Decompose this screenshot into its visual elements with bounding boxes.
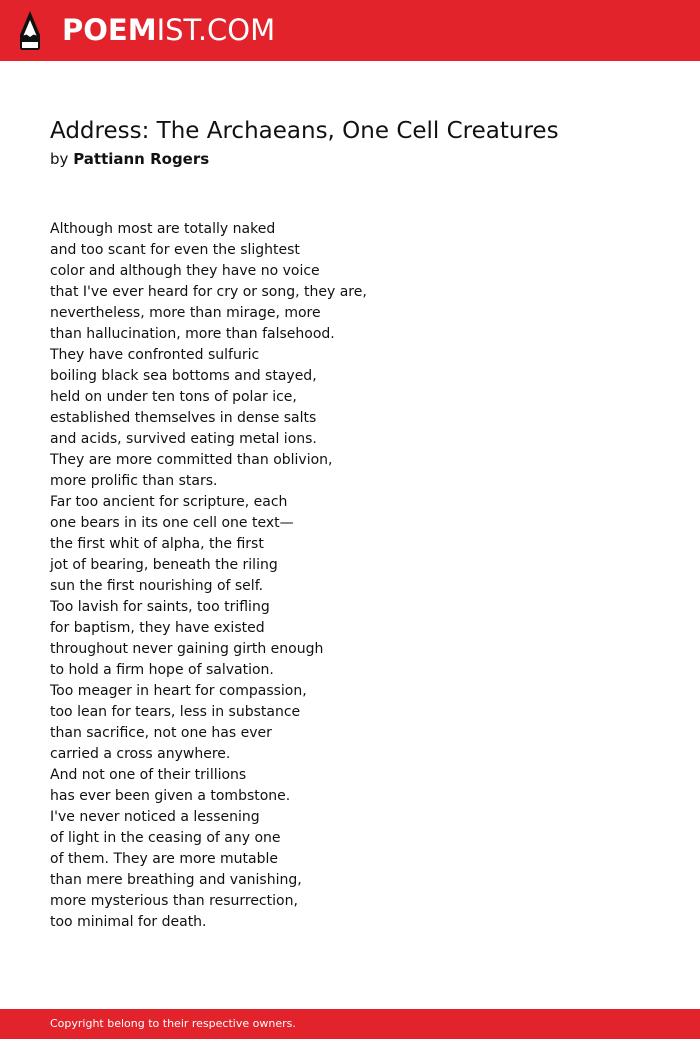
poem-line: to hold a firm hope of salvation. [50,662,274,678]
poem-line: They have confronted sulfuric [50,347,260,363]
poem-line: throughout never gaining girth enough [50,641,324,657]
logo-text-bold: POEM [62,13,157,47]
poem-line: has ever been given a tombstone. [50,788,291,804]
poem-line: more prolific than stars. [50,473,218,489]
site-footer [0,1009,700,1039]
poem-line: boiling black sea bottoms and stayed, [50,368,317,384]
poem-line: the first whit of alpha, the first [50,536,264,552]
poem-line: more mysterious than resurrection, [50,893,298,909]
poem-line: that I've ever heard for cry or song, they are, [50,284,367,300]
poem-line: held on under ten tons of polar ice, [50,389,297,405]
logo-text-light: IST.COM [156,13,276,47]
poem-line: for baptism, they have existed [50,620,265,636]
poem-line: one bears in its one cell one text— [50,515,294,531]
poem-body [50,219,367,933]
poem-line: jot of bearing, beneath the riling [50,557,278,573]
poem-line: Too meager in heart for compassion, [50,683,307,699]
poem-line: They are more committed than oblivion, [50,452,333,468]
poem-line: carried a cross anywhere. [50,746,231,762]
poem-line: too lean for tears, less in substance [50,704,301,720]
poem-line: nevertheless, more than mirage, more [50,305,321,321]
poem-line: established themselves in dense salts [50,410,317,426]
pencil-tip-icon [18,10,42,51]
site-logo[interactable] [62,13,275,47]
poem-line: too minimal for death. [50,914,207,930]
byline [50,149,209,169]
poem-line: color and although they have no voice [50,263,320,279]
poem-line: Far too ancient for scripture, each [50,494,288,510]
poem-line: of light in the ceasing of any one [50,830,281,846]
copyright-notice: Copyright belong to their respective owners. [50,1017,296,1030]
poem-line: Too lavish for saints, too trifling [50,599,270,615]
author-name: Pattiann Rogers [73,150,210,168]
poem-line: than sacrifice, not one has ever [50,725,272,741]
poem-line: I've never noticed a lessening [50,809,260,825]
poem-line: and acids, survived eating metal ions. [50,431,317,447]
site-header [0,0,700,61]
byline-label: by [50,150,69,168]
poem-line: And not one of their trillions [50,767,247,783]
poem-line: of them. They are more mutable [50,851,279,867]
poem-title: Address: The Archaeans, One Cell Creatures [50,118,559,144]
poem-line: sun the first nourishing of self. [50,578,264,594]
poem-line: Although most are totally naked [50,221,276,237]
poem-line: than hallucination, more than falsehood. [50,326,335,342]
poem-line: and too scant for even the slightest [50,242,300,258]
poem-line: than mere breathing and vanishing, [50,872,302,888]
